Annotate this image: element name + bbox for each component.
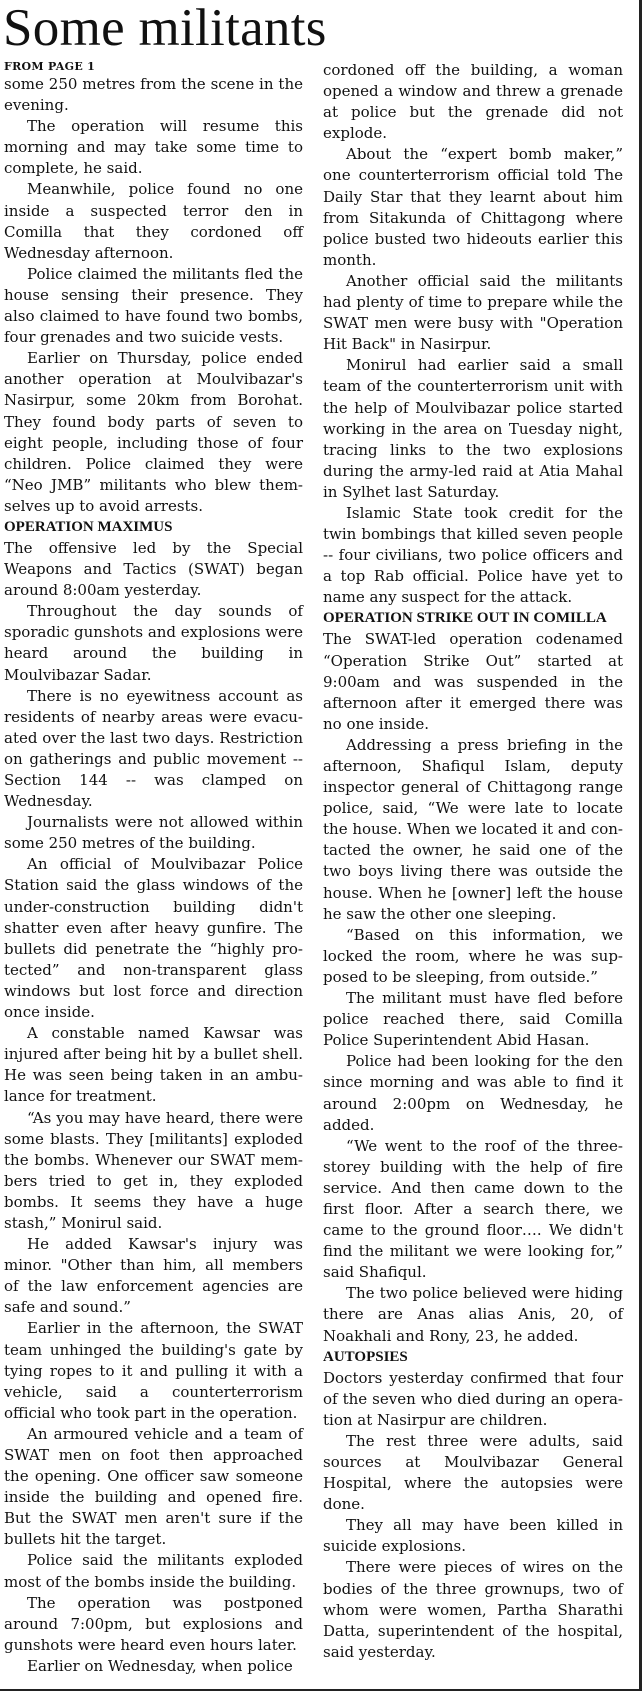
article-paragraph: Addressing a press briefing in the afternoon, Shafiqul Islam, deputy inspector general of Chittagong range police, said, “We were late to locate the house. When we located it and con-tacted the owner, he said one of the two boys living there was outside the house. When he [owner] left the house he saw the other one sleeping. [323, 735, 623, 923]
left-column [4, 60, 303, 1677]
article-paragraph: There is no eyewitness account as residents of nearby areas were evacu-ated over the last two days. Restriction on gatherings and public movement -- Section 144 -- was clamped on Wednesday. [4, 686, 303, 811]
article-paragraph: Earlier on Wednesday, when police [27, 1656, 293, 1675]
article-paragraph: Monirul had earlier said a small team of the counterterrorism unit with the help of Moulvibazar police started working in the area on Tuesday night, tracing links to the two explosions during the army-led raid at Atia Mahal in Sylhet last Saturday. [323, 356, 623, 501]
article-paragraph: Police said the militants exploded most of the bombs inside the building. [4, 1551, 303, 1591]
article-paragraph: “Based on this information, we locked the room, where he was sup-posed to be sleeping, from outside.” [323, 925, 623, 986]
article-paragraph: “As you may have heard, there were some blasts. They [militants] exploded the bombs. Whenever our SWAT mem-bers tried to get in, they exploded bombs. It seems they have a huge stash,” Monirul said. [4, 1108, 303, 1232]
section-subhead: OPERATION MAXIMUS [4, 518, 173, 535]
article-paragraph: The operation was postponed around 7:00pm, but explosions and gunshots were heard even hours later. [4, 1593, 303, 1654]
article-paragraph: An armoured vehicle and a team of SWAT men on foot then approached the opening. One officer saw someone inside the building and opened fire. But the SWAT men aren't sure if the bullets hit the target. [4, 1424, 303, 1549]
jump-kicker: FROM PAGE 1 [4, 60, 96, 73]
section-subhead: OPERATION STRIKE OUT IN COMILLA [323, 610, 607, 627]
article-paragraph: There were pieces of wires on the bodies of the three grownups, two of whom were women, Partha Sharathi Datta, superintendent of the hospital, said yesterday. [323, 1558, 623, 1661]
article-paragraph: Police had been looking for the den since morning and was able to find it around 2:00pm on Wednesday, he added. [323, 1052, 623, 1134]
article-paragraph: A constable named Kawsar was injured after being hit by a bullet shell. He was seen being taken in an ambu-lance for treatment. [4, 1024, 303, 1106]
article-paragraph: The two police believed were hiding there are Anas alias Anis, 20, of Noakhali and Rony, 23, he added. [323, 1284, 623, 1345]
article-paragraph: The SWAT-led operation codenamed “Operation Strike Out” started at 9:00am and was suspended in the afternoon after it emerged there was no one inside. [323, 630, 623, 733]
article-paragraph: Earlier in the afternoon, the SWAT team unhinged the building's gate by tying ropes to it and pulling it with a vehicle, said a counterterrorism official who took part in the operation. [4, 1319, 303, 1422]
headline: Some militants [3, 0, 327, 57]
article-paragraph: Journalists were not allowed within some 250 metres of the building. [4, 813, 303, 853]
section-subhead: AUTOPSIES [323, 1348, 408, 1365]
article-paragraph: They all may have been killed in suicide explosions. [323, 1516, 623, 1556]
article-paragraph: The rest three were adults, said sources at Moulvibazar General Hospital, where the autopsies were done. [323, 1431, 623, 1514]
article-paragraph: cordoned off the building, a woman opened a window and threw a grenade at police but the grenade did not explode. [323, 61, 623, 143]
article-paragraph: About the “expert bomb maker,” one counterterrorism official told The Daily Star that they learnt about him from Sitakunda of Chittagong where police busted two hideouts earlier this month. [323, 145, 623, 269]
right-column [323, 60, 623, 1663]
article-paragraph: The militant must have fled before police reached there, said Comilla Police Superintendent Abid Hasan. [323, 989, 623, 1050]
article-paragraph: Police claimed the militants fled the house sensing their presence. They also claimed to have found two bombs, four grenades and two suicide vests. [4, 264, 303, 347]
article-paragraph: An official of Moulvibazar Police Station said the glass windows of the under-construction building didn't shatter even after heavy gunfire. The bullets did penetrate the “highly pro-tected” and non-transparent glass windows but lost force and direction once inside. [4, 855, 303, 1022]
article-paragraph: Doctors yesterday confirmed that four of the seven who died during an opera-tion at Nasirpur are children. [323, 1368, 623, 1429]
article-paragraph: He added Kawsar's injury was minor. "Other than him, all members of the law enforcement agencies are safe and sound.” [4, 1235, 303, 1317]
article-paragraph: Earlier on Thursday, police ended another operation at Moulvibazar's Nasirpur, some 20km from Borohat. They found body parts of seven to eight people, including those of four children. Police claimed they were “Neo JMB” militants who blew them-selves up to avoid arrests. [4, 349, 303, 515]
article-paragraph: The operation will resume this morning and may take some time to complete, he said. [4, 117, 303, 178]
article-paragraph: The offensive led by the Special Weapons and Tactics (SWAT) began around 8:00am yesterday. [4, 538, 303, 600]
article-paragraph: Throughout the day sounds of sporadic gunshots and explosions were heard around the building in Moulvibazar Sadar. [4, 602, 303, 684]
article-paragraph: Another official said the militants had plenty of time to prepare while the SWAT men were busy with "Operation Hit Back" in Nasirpur. [323, 271, 623, 354]
article-paragraph: “We went to the roof of the three-storey building with the help of fire service. And then came down to the first floor. After a search there, we came to the ground floor…. We didn't find the militant we were looking for,” said Shafiqul. [323, 1136, 623, 1282]
article-paragraph: some 250 metres from the scene in the evening. [4, 75, 303, 115]
article-paragraph: Islamic State took credit for the twin bombings that killed seven people -- four civilians, two police officers and a top Rab official. Police have yet to name any suspect for the attack. [323, 503, 623, 607]
article-paragraph: Meanwhile, police found no one inside a suspected terror den in Comilla that they cordoned off Wednesday afternoon. [4, 180, 303, 262]
